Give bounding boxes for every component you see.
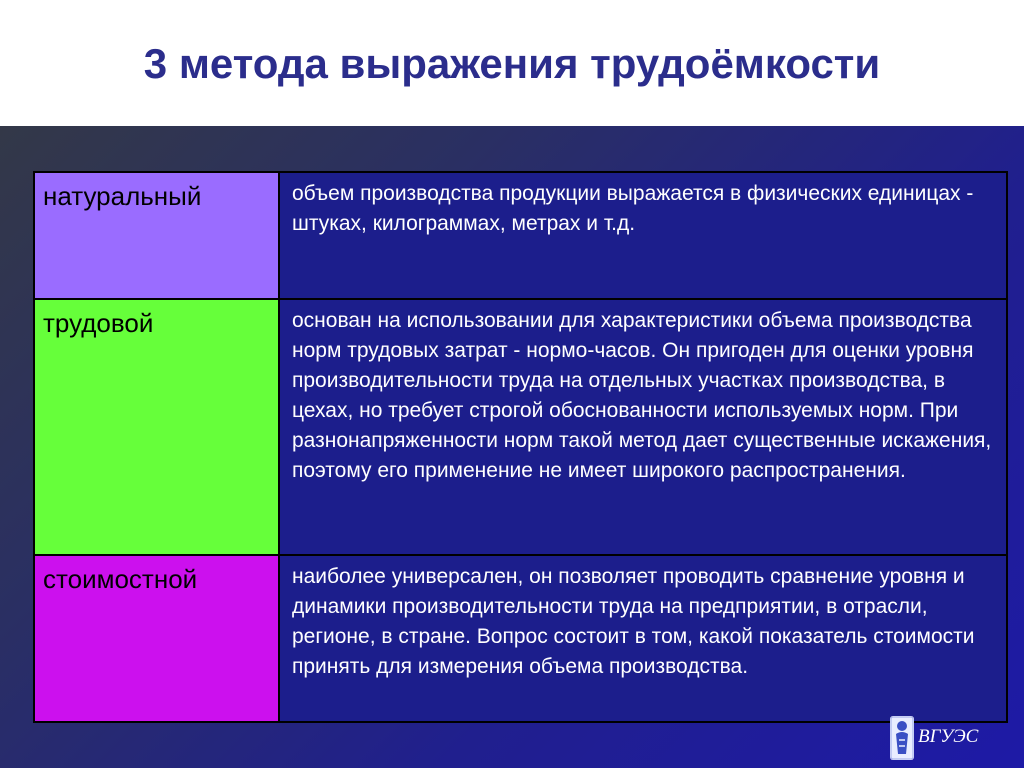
logo-text: ВГУЭС [918,726,979,747]
method-name-cell [34,299,279,555]
university-logo [888,712,988,762]
method-name: трудовой [43,308,154,338]
method-description: основан на использовании для характеристики объема производства норм трудовых затрат - нормо-часов. Он пригоден для оценки уровня производительности труда на отдельных участках производства, в цехах, но требует строгой обоснованности используемых норм. При разнонапряженности норм такой метод дает существенные искажения, поэтому его применение не имеет широкого распространения. [292,309,992,482]
title-bar [0,0,1024,126]
methods-table [33,171,1008,723]
method-description-cell [279,555,1007,722]
method-name: стоимостной [43,564,198,594]
method-description-cell [279,172,1007,299]
table-row-natural [34,172,1007,299]
page-title: 3 метода выражения трудоёмкости [143,40,881,87]
table-row-labor [34,299,1007,555]
logo-emblem-icon [890,716,914,760]
method-name: натуральный [43,181,202,211]
table-row-cost [34,555,1007,722]
method-description: наиболее универсален, он позволяет проводить сравнение уровня и динамики производительности труда на предприятии, в отрасли, регионе, в стране. Вопрос состоит в том, какой показатель стоимости принять для измерения объема производства. [292,565,975,678]
method-name-cell [34,172,279,299]
method-name-cell [34,555,279,722]
method-description: объем производства продукции выражается в физических единицах - штуках, килограммах, метрах и т.д. [292,182,974,235]
method-description-cell [279,299,1007,555]
